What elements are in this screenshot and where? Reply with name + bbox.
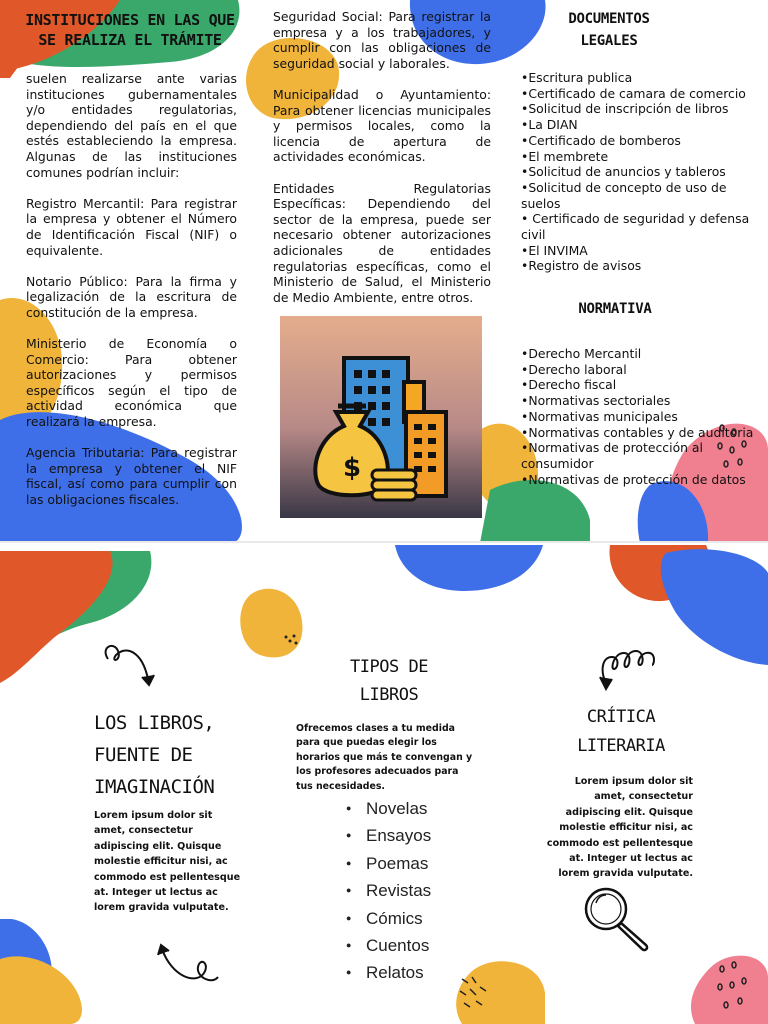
money-symbol: $ [342,453,362,483]
institution-paragraph: Seguridad Social: Para registrar la empresa y a los trabajadores, y cumplir con las obligaciones de seguridad social y laborales. [273,9,491,71]
list-item: • La DIAN [521,117,759,133]
list-item: ● Relatos [346,959,431,986]
institutions-heading: INSTITUCIONES EN LAS QUE SE REALIZA EL TRÁMITE [25,11,235,49]
right-heading: CRÍTICA LITERARIA [577,707,665,756]
decorative-blob-yellow-middle [238,581,308,663]
institutions-column [26,71,237,523]
list-item: • Registro de avisos [521,258,759,274]
institution-paragraph: Municipalidad o Ayuntamiento: Para obtener licencias municipales y permisos locales, como la licencia de apertura de actividades económicas. [273,86,491,165]
right-text: Lorem ipsum dolor sit amet, consectetur adipiscing elit. Quisque molestie efficitur nisi, ac commodo est pellentesque at. Integer ut lectus ac lorem gravida vulputate. [546,776,693,880]
list-item: • Normativas contables y de auditoria [521,425,755,441]
decorative-blob-blue-top-middle [395,543,545,593]
list-item: • Escritura publica [521,70,759,86]
middle-text: Ofrecemos clases a tu medida para que puedas elegir los horarios que más te convengan y los profesores adecuados para tus necesidades. [296,723,473,792]
institution-paragraph: Notario Público: Para la firma y legalización de la escritura de constitución de la empresa. [26,273,237,320]
brochure-page-2 [0,543,768,1024]
list-item: • Solicitud de anuncios y tableros [521,164,759,180]
list-item: • Normativas de protección al consumidor [521,440,755,471]
list-item: • Normativas sectoriales [521,393,755,409]
magnifying-glass-icon [580,883,654,955]
institution-paragraph: Entidades Regulatorias Específicas: Dependiendo del sector de la empresa, puede ser necesario obtener autorizaciones adicionales de entidades regulatorias específicas, como el Ministerio de Salud, el Ministerio de Medio Ambiente, entre otros. [273,180,491,305]
decorative-dots [712,420,762,480]
institution-paragraph: Agencia Tributaria: Para registrar la empresa y obtener el NIF fiscal, así como para cumplir con las obligaciones fiscales. [26,445,237,508]
middle-heading: TIPOS DE LIBROS [350,657,428,705]
left-heading: LOS LIBROS, FUENTE DE IMAGINACIÓN [94,712,215,798]
list-item: • Derecho laboral [521,362,755,378]
intro-paragraph: suelen realizarse ante varias instituciones gubernamentales y/o entidades regulatorias, dependiendo del país en el que estés estableciendo la empresa. Algunas de las instituciones comunes podrían incluir: [26,71,237,180]
list-item: • Normativas de protección de datos [521,472,755,488]
normativa-heading: NORMATIVA [578,301,652,317]
list-item: • Solicitud de inscripción de libros [521,101,759,117]
list-item: • Certificado de camara de comercio [521,86,759,102]
institutions-column-continued [273,9,491,321]
legal-documents-heading: DOCUMENTOS LEGALES [568,11,650,49]
list-item: • Derecho fiscal [521,377,755,393]
list-item: • El membrete [521,149,759,165]
decorative-dots [456,973,506,1013]
list-item: ● Ensayos [346,822,431,849]
decorative-dots [712,961,762,1021]
curly-arrow-icon [156,941,222,991]
list-item: • El INVIMA [521,243,759,259]
list-item: • Certificado de seguridad y defensa civil [521,211,759,242]
curly-arrow-icon [96,641,160,691]
book-types-list [346,795,431,987]
list-item: ● Novelas [346,795,431,822]
business-illustration [280,316,482,518]
squiggle-arrow-icon [596,647,658,691]
money-bag-buildings-icon [280,316,482,518]
list-item: • Derecho Mercantil [521,346,755,362]
list-item: • Normativas municipales [521,409,755,425]
list-item: ● Revistas [346,877,431,904]
list-item: • Certificado de bomberos [521,133,759,149]
list-item: • Solicitud de concepto de uso de suelos [521,180,759,211]
institution-paragraph: Registro Mercantil: Para registrar la empresa y obtener el Número de Identificación Fiscal (NIF) o equivalente. [26,195,237,258]
list-item: ● Poemas [346,850,431,877]
left-text: Lorem ipsum dolor sit amet, consectetur adipiscing elit. Quisque molestie efficitur nisi, ac commodo est pellentesque at. Integer ut lectus ac lorem gravida vulputate. [94,810,241,914]
list-item: ● Cuentos [346,932,431,959]
institution-paragraph: Ministerio de Economía o Comercio: Para obtener autorizaciones y permisos específicos según el tipo de actividad económica que realizará la empresa. [26,336,237,430]
decorative-blob-bottom-left [0,919,100,1024]
list-item: ● Cómics [346,905,431,932]
legal-documents-list [521,70,759,274]
